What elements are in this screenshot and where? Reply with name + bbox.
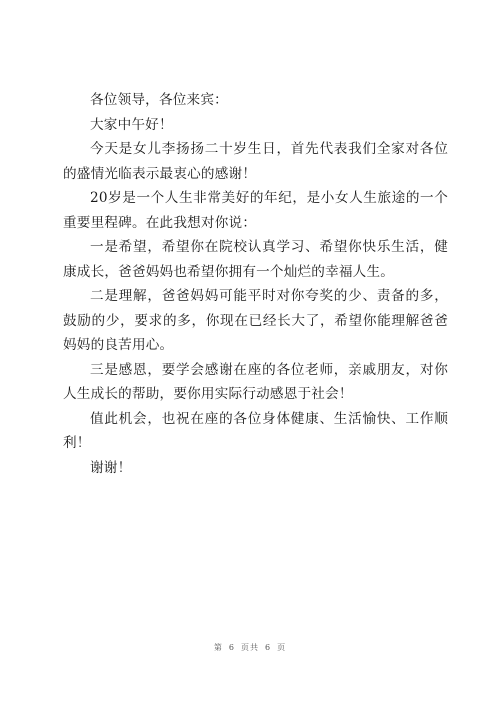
- page-number: 6: [228, 643, 235, 652]
- page-footer: [0, 642, 500, 653]
- paragraph-wishes: 值此机会，也祝在座的各位身体健康、生活愉快、工作顺利！: [63, 410, 448, 451]
- closing: 谢谢！: [90, 459, 132, 476]
- page-suffix: 页: [277, 643, 287, 652]
- paragraph-gratitude: 三是感恩，要学会感谢在座的各位老师，亲戚朋友，对你人生成长的帮助，要你用实际行动感恩于社会！: [63, 361, 448, 402]
- page-prefix: 第: [213, 643, 223, 652]
- greeting: 大家中午好！: [90, 116, 173, 133]
- paragraph-thanks: 今天是女儿李扬扬二十岁生日，首先代表我们全家对各位的盛情光临表示最衷心的感谢！: [63, 141, 448, 182]
- document-body: [63, 88, 448, 480]
- paragraph-milestone: 20岁是一个人生非常美好的年纪，是小女人生旅途的一个重要里程碑。在此我想对你说：: [63, 190, 448, 231]
- salutation: 各位领导，各位来宾：: [90, 92, 228, 108]
- paragraph-hope: 一是希望，希望你在院校认真学习、希望你快乐生活，健康成长，爸爸妈妈也希望你拥有一个灿烂的幸福人生。: [63, 239, 448, 280]
- paragraph-understanding: 二是理解，爸爸妈妈可能平时对你夸奖的少、责备的多，鼓励的少，要求的多，你现在已经长大了，希望你能理解爸爸妈妈的良苦用心。: [63, 288, 448, 353]
- page-mid: 页共: [241, 643, 259, 652]
- page-total: 6: [265, 643, 272, 652]
